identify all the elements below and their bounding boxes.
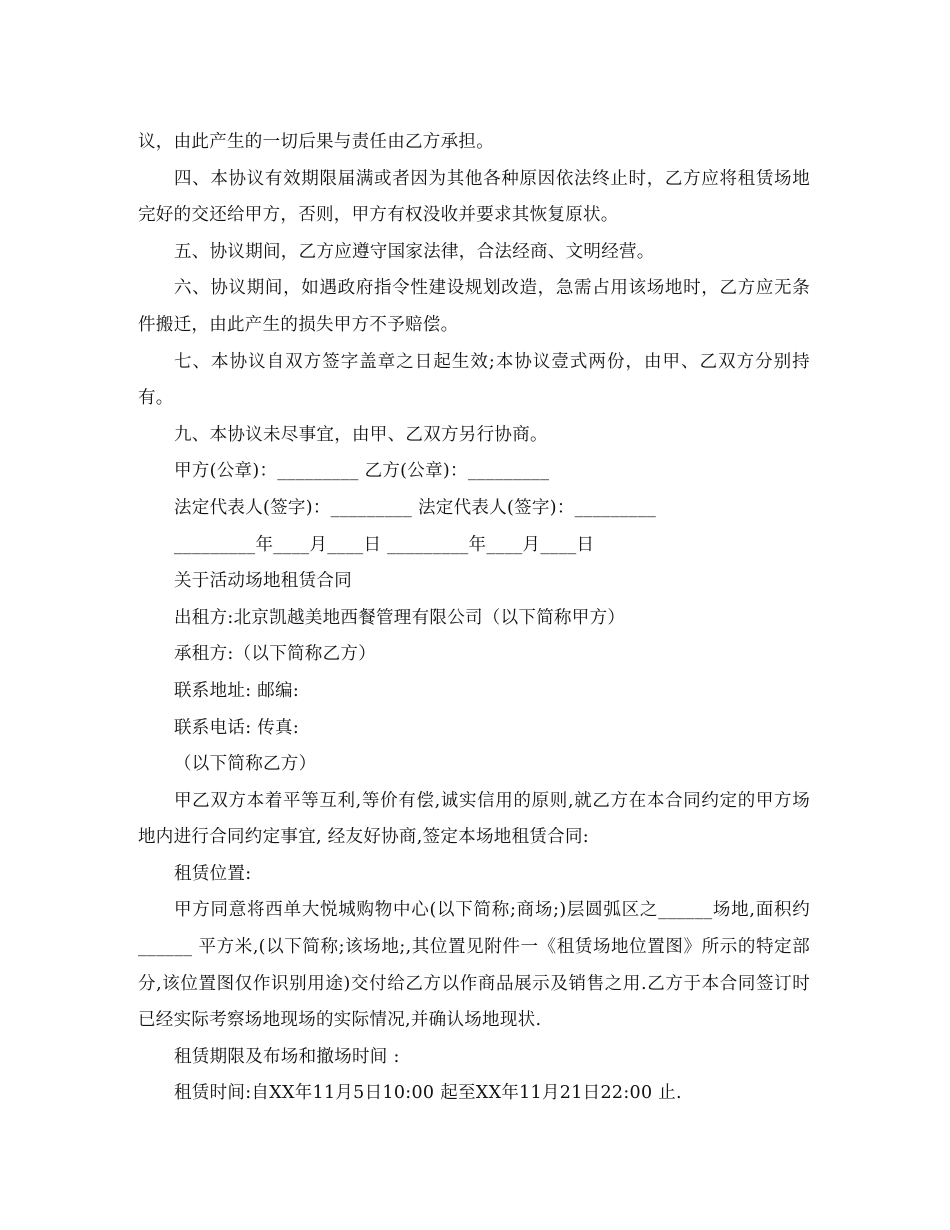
contact-address-line: 联系地址: 邮编: [174, 680, 300, 701]
paragraph: 甲方同意将西单大悦城购物中心(以下简称;商场;)层圆弧区之______场地,面积约______ 平方米,(以下简称;该场地;,其位置见附件一《租赁场地位置图》所示的特定部分,该位置图仅作识别用途)交付给乙方以作商品展示及销售之用.乙方于本合同签订时已经实际考察场地现场的实际情况,并确认场地现状. [138, 900, 810, 1031]
paragraph: 甲乙双方本着平等互利,等价有偿,诚实信用的原则,就乙方在本合同约定的甲方场地内进行合同约定事宜, 经友好协商,签定本场地租赁合同: [138, 790, 810, 848]
document-body [138, 124, 810, 1112]
signature-line-seal: 甲方(公章)：_________ 乙方(公章)：_________ [174, 461, 550, 482]
contract-title: 关于活动场地租赁合同 [174, 571, 352, 592]
lessor-line: 出租方:北京凯越美地西餐管理有限公司（以下简称甲方） [174, 607, 626, 628]
section-heading: 租赁期限及布场和撤场时间 : [174, 1046, 400, 1067]
paragraph: 七、本协议自双方签字盖章之日起生效;本协议壹式两份，由甲、乙双方分别持有。 [138, 351, 810, 409]
signature-line-date: _________年____月____日 _________年____月____日 [174, 534, 595, 555]
lessee-line: 承租方:（以下简称乙方） [174, 644, 376, 665]
paragraph: 九、本协议未尽事宜，由甲、乙双方另行协商。 [174, 424, 548, 445]
paragraph: 六、协议期间，如遇政府指令性建设规划改造，急需占用该场地时，乙方应无条件搬迁，由此产生的损失甲方不予赔偿。 [138, 278, 810, 335]
paragraph: 五、协议期间，乙方应遵守国家法律，合法经商、文明经营。 [174, 241, 655, 262]
paragraph: （以下简称乙方） [174, 754, 317, 775]
section-heading: 租赁位置: [174, 863, 252, 884]
contact-phone-line: 联系电话: 传真: [174, 717, 300, 738]
paragraph: 租赁时间:自XX年11月5日10:00 起至XX年11月21日22:00 止. [174, 1083, 682, 1104]
paragraph: 议，由此产生的一切后果与责任由乙方承担。 [138, 132, 494, 152]
paragraph: 四、本协议有效期限届满或者因为其他各种原因依法终止时，乙方应将租赁场地完好的交还给甲方，否则，甲方有权没收并要求其恢复原状。 [138, 168, 810, 226]
signature-line-representative: 法定代表人(签字)：_________ 法定代表人(签字)：_________ [174, 497, 657, 518]
